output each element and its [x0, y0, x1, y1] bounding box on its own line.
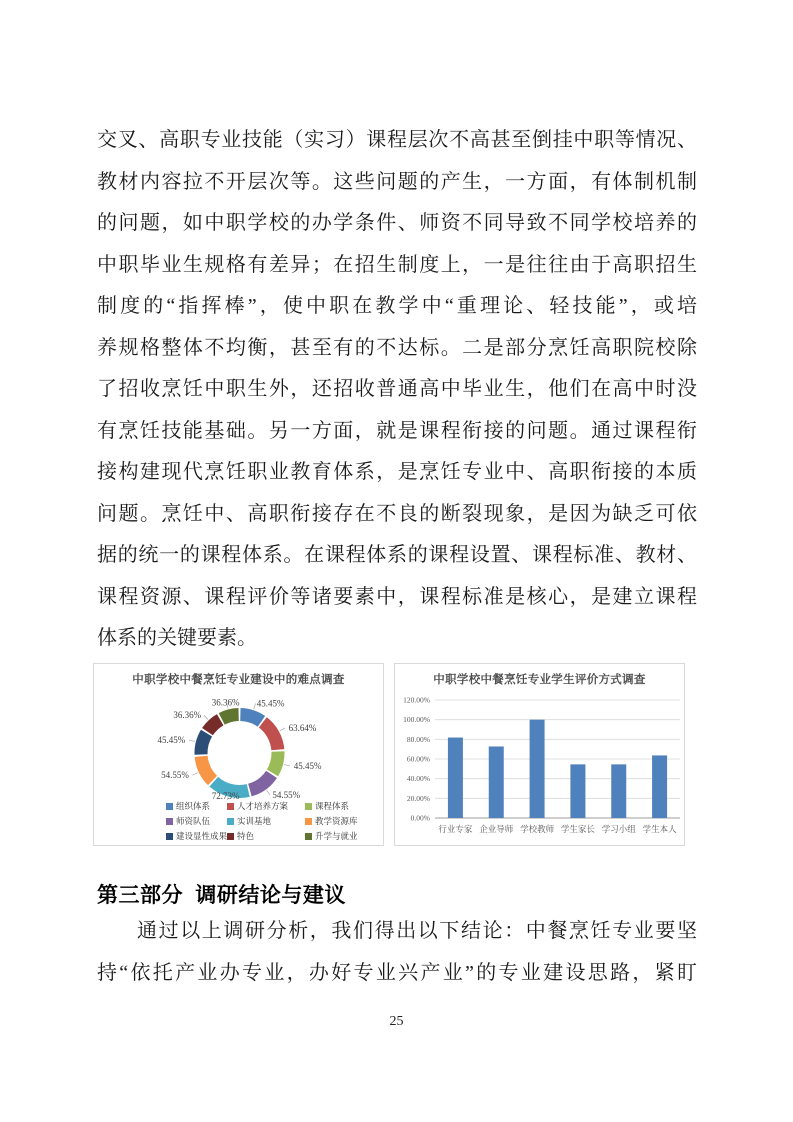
y-tick-label: 20.00% [406, 793, 430, 803]
text-line: 接构建现代烹饪职业教育体系，是烹饪专业中、高职衔接的本质 [97, 461, 697, 483]
donut-slice-0 [240, 708, 265, 727]
donut-plot [94, 684, 385, 800]
legend-label: 师资队伍 [176, 816, 211, 826]
donut-slice-8 [219, 708, 239, 725]
text-line: 课程资源、课程评价等诸要素中，课程标准是核心，是建立课程 [97, 585, 697, 608]
legend-label: 升学与就业 [315, 831, 358, 841]
legend-item [305, 830, 358, 843]
slice-data-label: 45.45% [157, 735, 186, 746]
label-leader-line [192, 773, 197, 776]
slice-data-label: 45.45% [293, 760, 322, 771]
legend-item [227, 800, 288, 813]
text-line: 中职毕业生规格有差异；在招生制度上，一是往往由于高职招生 [97, 253, 697, 276]
legend-item [305, 800, 349, 813]
text-line: 养规格整体不均衡，甚至有的不达标。二是部分烹饪高职院校除 [97, 336, 697, 359]
bar-3 [570, 764, 585, 818]
bar-chart-title: 中职学校中餐烹饪专业学生评价方式调查 [433, 674, 646, 686]
bar-plot [395, 686, 686, 844]
y-tick-label: 80.00% [406, 734, 430, 744]
donut-slice-5 [195, 756, 217, 785]
x-category-label: 学校教师 [520, 824, 555, 834]
x-category-label: 行业专家 [438, 824, 473, 834]
bar-1 [489, 746, 504, 818]
legend-marker [166, 803, 173, 810]
text-line: 交叉、高职专业技能（实习）课程层次不高甚至倒挂中职等情况、 [97, 129, 697, 151]
y-tick-label: 100.00% [403, 715, 430, 725]
donut-legend [94, 800, 385, 846]
x-category-label: 学生本人 [642, 824, 677, 834]
legend-item [305, 815, 358, 828]
text-line: 问题。烹饪中、高职衔接存在不良的断裂现象，是因为缺乏可依 [97, 502, 697, 525]
bar-5 [652, 755, 667, 818]
label-leader-line [284, 764, 290, 765]
text-line: 了招收烹饪中职生外，还招收普通高中毕业生，他们在高中时没 [97, 378, 697, 400]
legend-item [166, 830, 227, 843]
legend-item [227, 815, 271, 828]
legend-item [227, 830, 254, 843]
donut-slice-7 [202, 714, 223, 735]
text-line: 有烹饪技能基础。另一方面，就是课程衔接的问题。通过课程衔 [97, 419, 697, 442]
bar-0 [448, 738, 463, 818]
slice-data-label: 45.45% [256, 698, 285, 709]
donut-chart-title: 中职学校中餐烹饪专业建设中的难点调查 [132, 674, 345, 686]
section-heading: 第三部分 调研结论与建议 [97, 884, 346, 908]
paragraph-2 [97, 911, 697, 994]
legend-marker [227, 803, 234, 810]
bar-chart [394, 663, 685, 846]
legend-marker [166, 833, 173, 840]
legend-label: 特色 [237, 831, 255, 841]
legend-item [166, 815, 210, 828]
text-line: 的问题，如中职学校的办学条件、师资不同导致不同学校培养的 [97, 212, 697, 234]
legend-label: 实训基地 [237, 816, 272, 826]
text-line: 通过以上调研分析，我们得出以下结论：中餐烹饪专业要坚 [137, 920, 697, 942]
legend-label: 组织体系 [176, 801, 211, 811]
slice-data-label: 54.55% [272, 790, 301, 800]
legend-label: 教学资源库 [315, 816, 358, 826]
legend-item [166, 800, 210, 813]
bar-2 [530, 720, 545, 818]
charts-row [93, 663, 685, 846]
x-category-label: 学生家长 [560, 824, 595, 834]
donut-chart [93, 663, 384, 846]
paragraph-1 [97, 120, 697, 660]
legend-marker [227, 833, 234, 840]
label-leader-line [254, 704, 256, 710]
y-tick-label: 0.00% [410, 813, 430, 823]
legend-marker [166, 818, 173, 825]
text-line: 据的统一的课程体系。在课程体系的课程设置、课程标准、教材、 [97, 544, 697, 566]
y-tick-label: 120.00% [403, 695, 430, 705]
text-line: 体系的关键要素。 [97, 627, 257, 649]
label-leader-line [267, 790, 271, 795]
text-line: 制度的“指挥棒”，使中职在教学中“重理论、轻技能”，或培 [97, 295, 697, 317]
slice-data-label: 36.36% [173, 710, 202, 721]
y-tick-label: 40.00% [406, 774, 430, 784]
x-category-label: 学习小组 [601, 824, 636, 834]
legend-marker [305, 818, 312, 825]
text-line: 教材内容拉不开层次等。这些问题的产生，一方面，有体制机制 [97, 170, 697, 193]
donut-slice-1 [259, 717, 284, 750]
page-number: 25 [389, 1014, 404, 1029]
legend-label: 人才培养方案 [237, 801, 289, 811]
slice-data-label: 36.36% [211, 697, 240, 708]
legend-label: 建设显性成果 [176, 831, 228, 841]
slice-data-label: 54.55% [161, 770, 189, 781]
slice-data-label: 63.64% [288, 722, 317, 733]
slice-data-label: 72.73% [211, 791, 240, 800]
label-leader-line [189, 740, 195, 741]
donut-slice-6 [195, 730, 213, 755]
label-leader-line [280, 728, 285, 731]
x-category-label: 企业导师 [479, 824, 514, 834]
legend-label: 课程体系 [315, 801, 350, 811]
y-tick-label: 60.00% [406, 754, 430, 764]
text-line: 持“依托产业办专业，办好专业兴产业”的专业建设思路，紧盯 [97, 961, 697, 984]
donut-slice-2 [267, 751, 285, 776]
legend-marker [227, 818, 234, 825]
bar-4 [611, 764, 626, 818]
label-leader-line [204, 715, 208, 719]
legend-marker [305, 833, 312, 840]
legend-marker [305, 803, 312, 810]
